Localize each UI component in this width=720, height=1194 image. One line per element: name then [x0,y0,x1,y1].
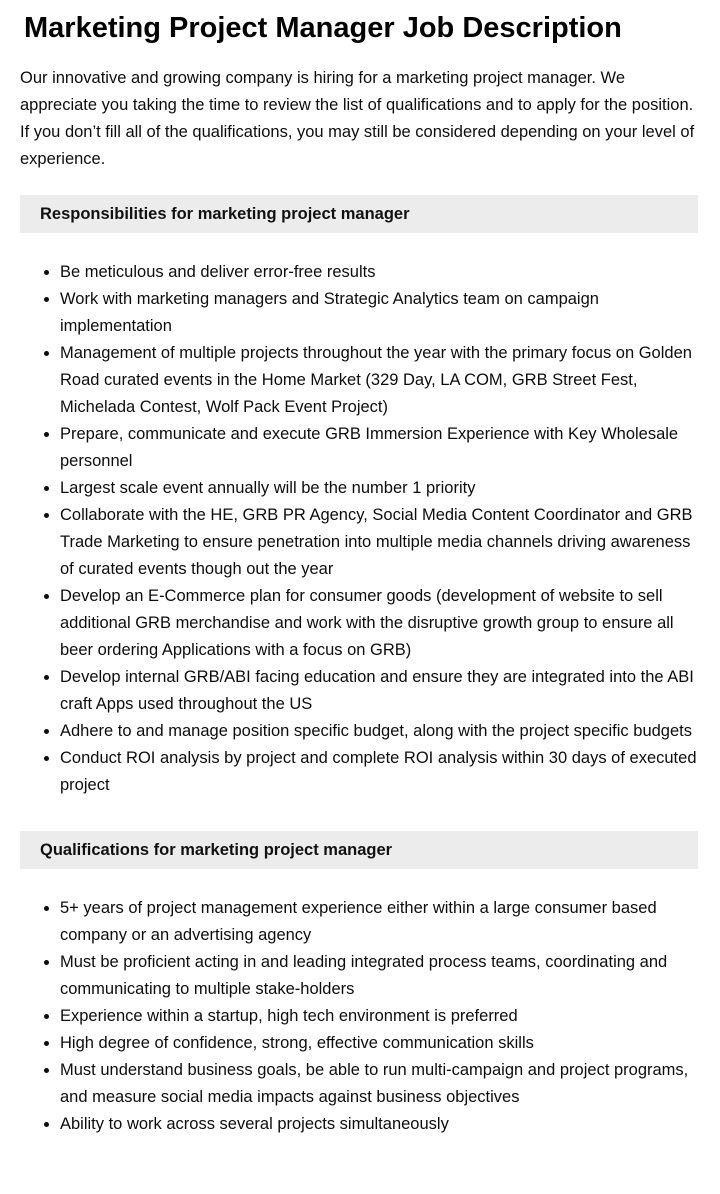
section-header-responsibilities [20,195,698,233]
section-heading-label: Qualifications for marketing project manager [40,841,393,860]
responsibilities-list [20,259,698,799]
list-item: • Ability to work across several projects simultaneously [60,1111,698,1138]
page-title: Marketing Project Manager Job Description [24,12,622,44]
list-item: • Develop internal GRB/ABI facing education and ensure they are integrated into the ABI craft Apps used throughout the US [60,664,698,718]
list-item: • High degree of confidence, strong, effective communication skills [60,1030,698,1057]
list-item: • Adhere to and manage position specific budget, along with the project specific budgets [60,718,698,745]
list-item: • Work with marketing managers and Strategic Analytics team on campaign implementation [60,286,698,340]
list-item: • Experience within a startup, high tech environment is preferred [60,1003,698,1030]
list-item: • Collaborate with the HE, GRB PR Agency, Social Media Content Coordinator and GRB Trade Marketing to ensure penetration into multiple media channels driving awareness of curated events though out the year [60,502,698,583]
section-heading-label: Responsibilities for marketing project manager [40,205,410,224]
list-item: • Must be proficient acting in and leading integrated process teams, coordinating and communicating to multiple stake-holders [60,949,698,1003]
list-item: • Prepare, communicate and execute GRB Immersion Experience with Key Wholesale personnel [60,421,698,475]
list-item: • Develop an E-Commerce plan for consumer goods (development of website to sell additional GRB merchandise and work with the disruptive growth group to ensure all beer ordering Applications with a focus on GRB) [60,583,698,664]
intro-paragraph: Our innovative and growing company is hiring for a marketing project manager. We appreciate you taking the time to review the list of qualifications and to apply for the position. If you don’t fill all of the qualifications, you may still be considered depending on your level of experience. [20,69,695,169]
list-item: • Must understand business goals, be able to run multi-campaign and project programs, and measure social media impacts against business objectives [60,1057,698,1111]
list-item: • Management of multiple projects throughout the year with the primary focus on Golden Road curated events in the Home Market (329 Day, LA COM, GRB Street Fest, Michelada Contest, Wolf Pack Event Project) [60,340,698,421]
list-item: • Largest scale event annually will be the number 1 priority [60,475,698,502]
list-item: • Conduct ROI analysis by project and complete ROI analysis within 30 days of executed project [60,745,698,799]
list-item: • 5+ years of project management experience either within a large consumer based company or an advertising agency [60,895,698,949]
qualifications-list [20,895,698,1138]
section-header-qualifications [20,831,698,869]
list-item: • Be meticulous and deliver error-free results [60,259,698,286]
